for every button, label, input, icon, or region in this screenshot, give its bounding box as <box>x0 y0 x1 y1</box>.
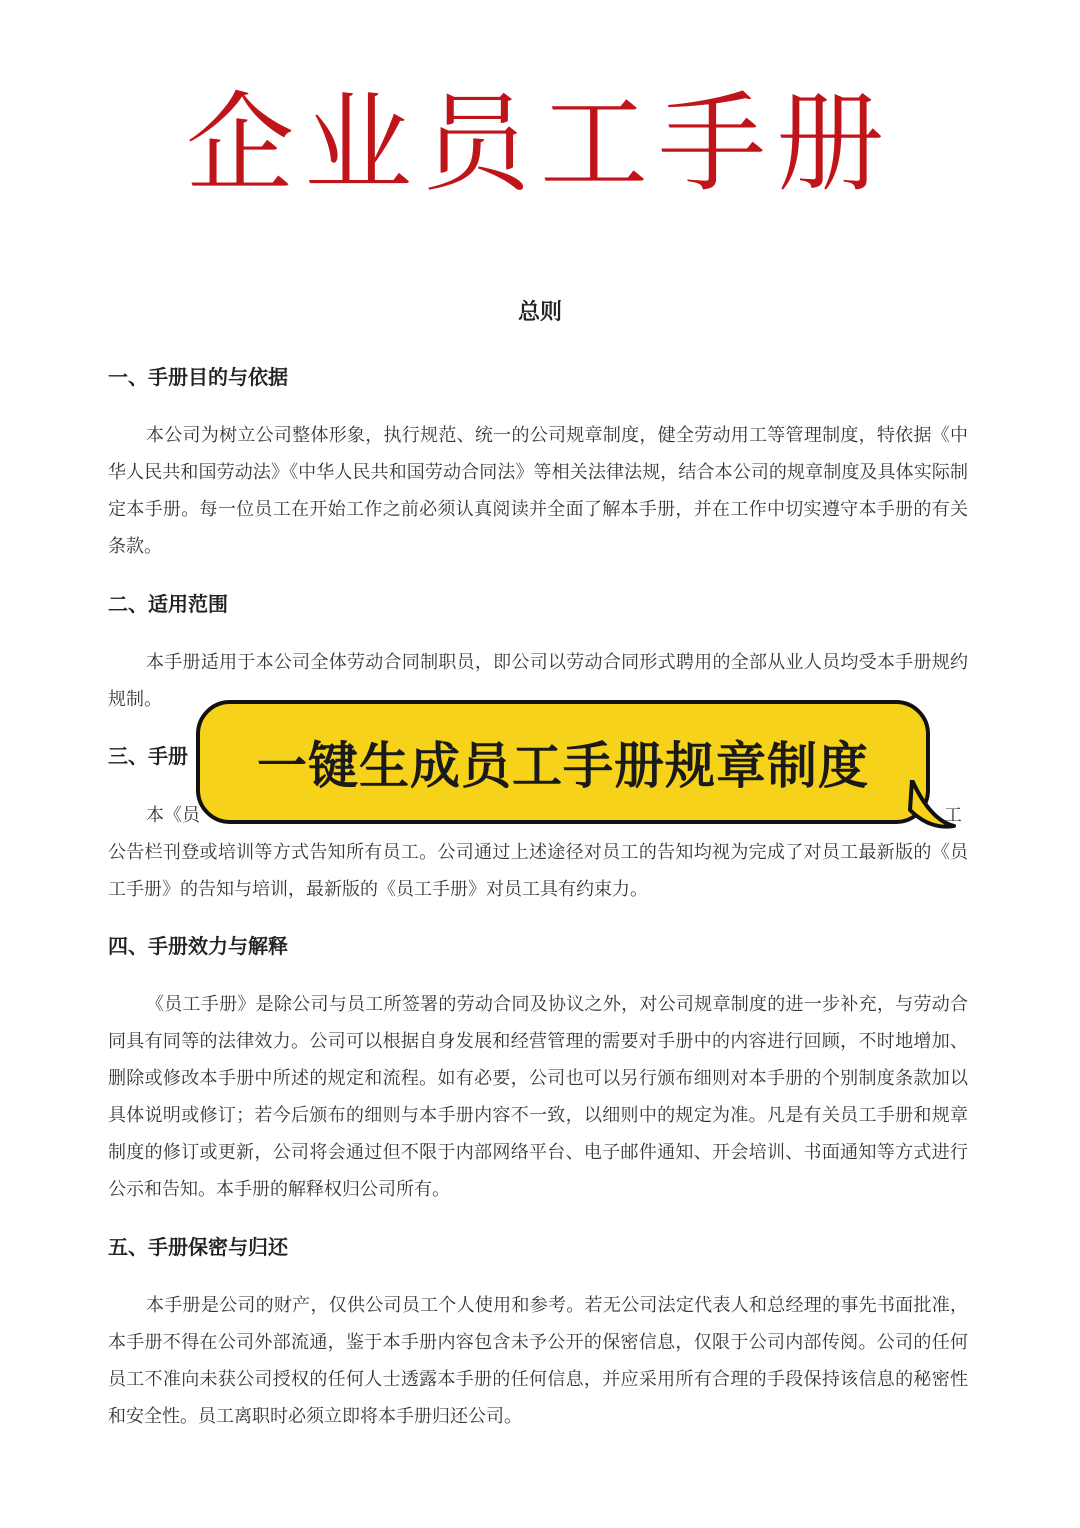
section-heading-2: 二、适用范围 <box>108 592 228 616</box>
section-heading-1: 一、手册目的与依据 <box>108 365 288 389</box>
section-body-3: 公告栏刊登或培训等方式告知所有员工。公司通过上述途径对员工的告知均视为完成了对员工最新版的《员工手册》的告知与培训，最新版的《员工手册》对员工具有约束力。 <box>108 842 968 900</box>
main-heading: 总则 <box>517 299 562 325</box>
section-heading-3: 三、手册 <box>108 744 188 768</box>
callout-text: 一键生成员工手册规章制度 <box>257 737 869 795</box>
section-body-2: 本手册适用于本公司全体劳动合同制职员，即公司以劳动合同形式聘用的全部从业人员均受本手册规约规制。 <box>108 652 968 710</box>
section-body-1: 本公司为树立公司整体形象，执行规范、统一的公司规章制度，健全劳动用工等管理制度，特依据《中华人民共和国劳动法》《中华人民共和国劳动合同法》等相关法律法规，结合本公司的规章制度及具体实际制定本手册。每一位员工在开始工作之前必须认真阅读并全面了解本手册，并在工作中切实遵守本手册的有关条款。 <box>108 425 968 557</box>
section-heading-4: 四、手册效力与解释 <box>108 934 288 958</box>
section-body-3-start: 本《员 <box>146 805 200 826</box>
section-body-4: 《员工手册》是除公司与员工所签署的劳动合同及协议之外，对公司规章制度的进一步补充，与劳动合同具有同等的法律效力。公司可以根据自身发展和经营管理的需要对手册中的内容进行回顾，不时地增加、删除或修改本手册中所述的规定和流程。如有必要，公司也可以另行颁布细则对本手册的个别制度条款加以具体说明或修订；若今后颁布的细则与本手册内容不一致，以细则中的规定为准。凡是有关员工手册和规章制度的修订或更新，公司将会通过但不限于内部网络平台、电子邮件通知、开会培训、书面通知等方式进行公示和告知。本手册的解释权归公司所有。 <box>108 994 968 1200</box>
section-heading-5: 五、手册保密与归还 <box>108 1235 288 1259</box>
section-body-3-right-fragment: 工 <box>944 805 962 826</box>
document-title: 企业员工手册 <box>185 82 894 207</box>
section-body-5: 本手册是公司的财产，仅供公司员工个人使用和参考。若无公司法定代表人和总经理的事先书面批准，本手册不得在公司外部流通，鉴于本手册内容包含未予公开的保密信息，仅限于公司内部传阅。公司的任何员工不准向未获公司授权的任何人士透露本手册的任何信息，并应采用所有合理的手段保持该信息的秘密性和安全性。员工离职时必须立即将本手册归还公司。 <box>108 1295 968 1427</box>
